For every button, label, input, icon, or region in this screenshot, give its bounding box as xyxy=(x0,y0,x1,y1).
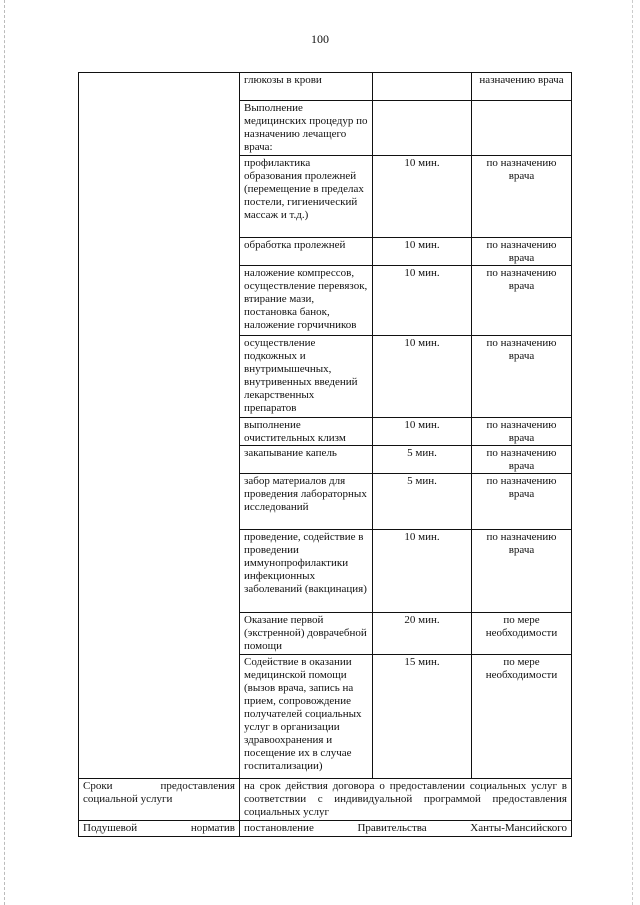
time-cell: 10 мин. xyxy=(373,336,472,418)
frequency-cell: по назначению врача xyxy=(472,266,572,336)
time-cell xyxy=(373,101,472,156)
procedure-cell: Выполнение медицинских процедур по назначению лечащего врача: xyxy=(240,101,373,156)
terms-label: Сроки предоставления социальной услуги xyxy=(79,779,240,821)
time-cell xyxy=(373,73,472,101)
frequency-cell: по мере необходимости xyxy=(472,655,572,779)
time-cell: 10 мин. xyxy=(373,266,472,336)
time-cell: 10 мин. xyxy=(373,156,472,238)
empty-label-cell xyxy=(79,73,240,779)
procedure-cell: выполнение очистительных клизм xyxy=(240,418,373,446)
procedure-cell: Оказание первой (экстренной) доврачебной помощи xyxy=(240,613,373,655)
norm-row xyxy=(79,821,572,837)
frequency-cell: по назначению врача xyxy=(472,474,572,530)
frequency-cell: назначению врача xyxy=(472,73,572,101)
time-cell: 10 мин. xyxy=(373,418,472,446)
norm-label xyxy=(79,821,240,837)
norm-label-start: Подушевой xyxy=(83,822,138,834)
procedure-cell: проведение, содействие в проведении иммунопрофилактики инфекционных заболеваний (вакцинация) xyxy=(240,530,373,613)
norm-word: Правительства xyxy=(357,822,427,834)
time-cell: 10 мин. xyxy=(373,238,472,266)
procedure-cell: обработка пролежней xyxy=(240,238,373,266)
norm-word: Ханты-Мансийского xyxy=(470,822,567,834)
procedure-cell: закапывание капель xyxy=(240,446,373,474)
time-cell: 5 мин. xyxy=(373,446,472,474)
frequency-cell: по назначению врача xyxy=(472,418,572,446)
scan-edge-left xyxy=(4,0,6,905)
frequency-cell: по назначению врача xyxy=(472,336,572,418)
time-cell: 5 мин. xyxy=(373,474,472,530)
terms-row xyxy=(79,779,572,821)
frequency-cell xyxy=(472,101,572,156)
frequency-cell: по мере необходимости xyxy=(472,613,572,655)
norm-word: постановление xyxy=(244,822,314,834)
procedure-cell: осуществление подкожных и внутримышечных, внутривенных введений лекарственных препаратов xyxy=(240,336,373,418)
procedure-cell: забор материалов для проведения лабораторных исследований xyxy=(240,474,373,530)
frequency-cell: по назначению врача xyxy=(472,530,572,613)
time-cell: 10 мин. xyxy=(373,530,472,613)
frequency-cell: по назначению врача xyxy=(472,446,572,474)
scan-edge-right xyxy=(632,0,634,905)
terms-value: на срок действия договора о предоставлении социальных услуг в соответствии с индивидуальной программой предоставления социальных услуг xyxy=(240,779,572,821)
frequency-cell: по назначению врача xyxy=(472,156,572,238)
procedure-cell: Содействие в оказании медицинской помощи (вызов врача, запись на прием, сопровождение получателей социальных услуг в организации здравоохранения и посещение их в случае госпитализации) xyxy=(240,655,373,779)
page-number: 100 xyxy=(311,32,329,46)
procedure-cell: профилактика образования пролежней (перемещение в пределах постели, гигиенический массаж и т.д.) xyxy=(240,156,373,238)
time-cell: 15 мин. xyxy=(373,655,472,779)
norm-label-end: норматив xyxy=(190,822,235,834)
services-table xyxy=(78,72,572,837)
procedure-cell: наложение компрессов, осуществление перевязок, втирание мази, постановка банок, наложение горчичников xyxy=(240,266,373,336)
table-row xyxy=(79,73,572,101)
procedure-cell: глюкозы в крови xyxy=(240,73,373,101)
time-cell: 20 мин. xyxy=(373,613,472,655)
norm-value xyxy=(240,821,572,837)
frequency-cell: по назначению врача xyxy=(472,238,572,266)
